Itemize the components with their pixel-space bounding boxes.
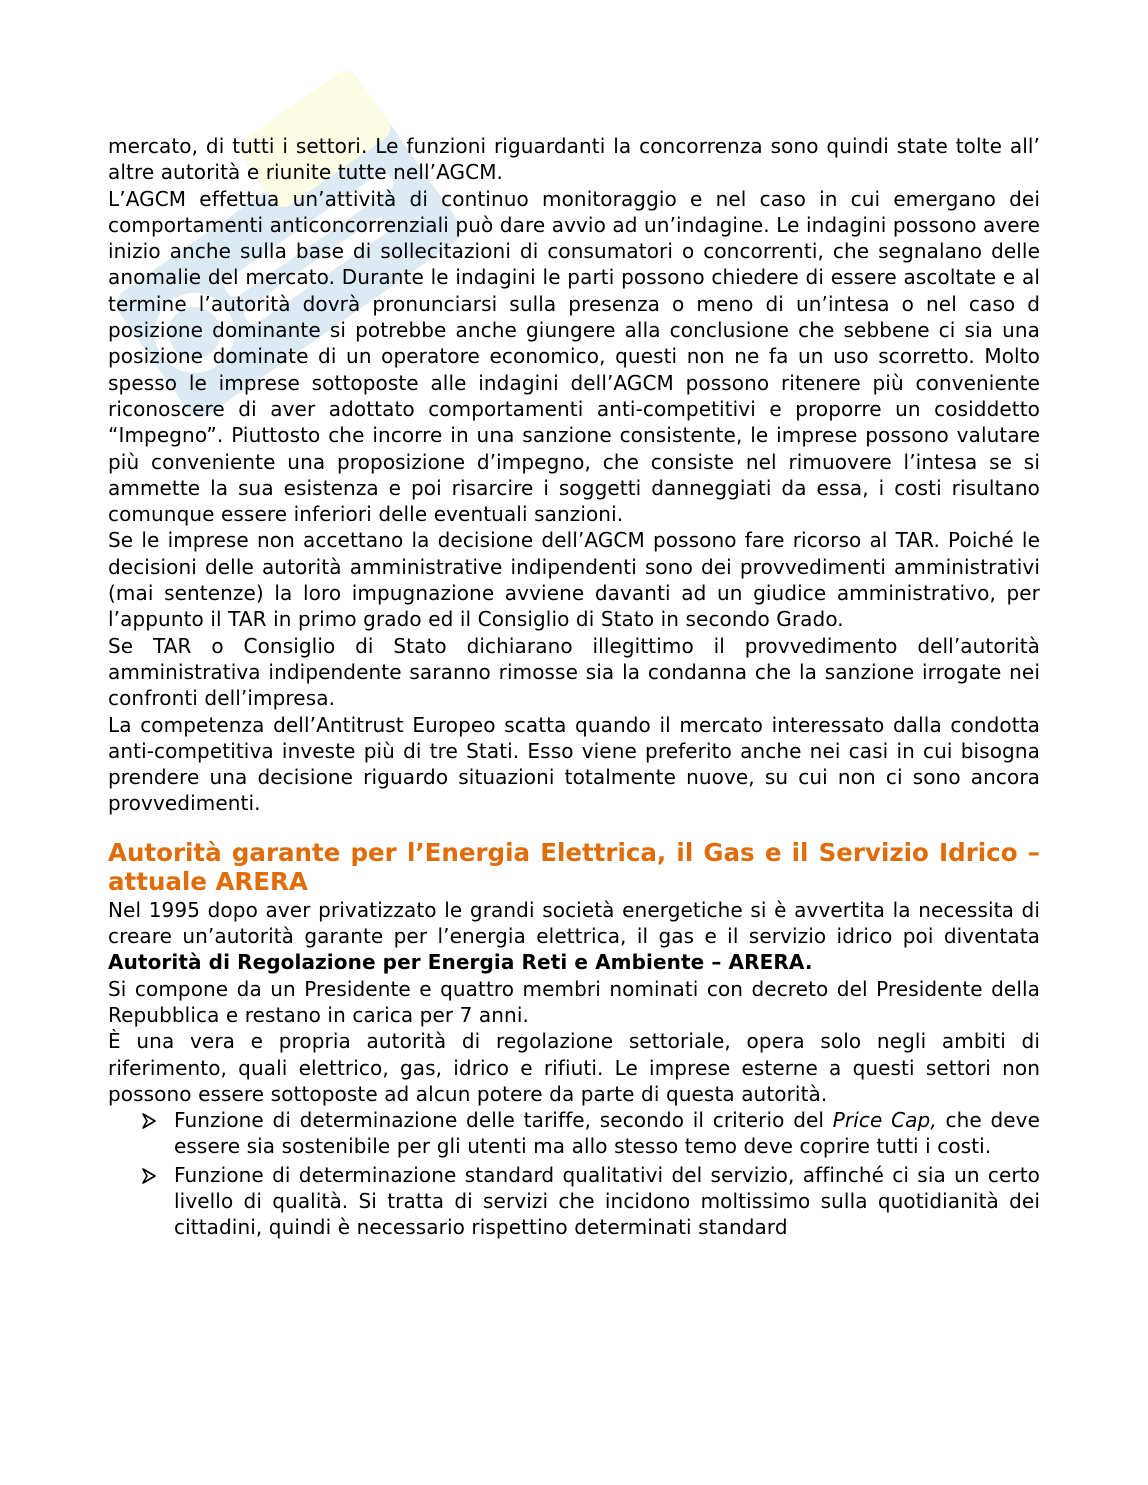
document-page [108, 133, 1040, 1241]
section-heading: Autorità garante per l’Energia Elettrica, il Gas e il Servizio Idrico – attuale ARERA [108, 837, 1040, 897]
intro-bold-text: Autorità di Regolazione per Energia Reti e Ambiente – ARERA. [108, 950, 813, 975]
bullet-list [108, 1107, 1040, 1240]
bullet-text: Funzione di determinazione standard qualitativi del servizio, affinché ci sia un certo livello di qualità. Si tratta di servizi che incidono moltissimo sulla quotidianità dei cittadini, quindi è necessario rispettino determinati standard [174, 1162, 1040, 1240]
section-intro [108, 897, 1040, 976]
paragraph: Se le imprese non accettano la decisione dell’AGCM possono fare ricorso al TAR. Poiché le decisioni delle autorità amministrative indipendenti sono dei provvedimenti amministrativi (mai sentenze) la loro impugnazione avviene davanti ad un giudice amministrativo, per l’appunto il TAR in primo grado ed il Consiglio di Stato in secondo Grado. [108, 528, 1040, 632]
intro-text: Nel 1995 dopo aver privatizzato le grandi società energetiche si è avvertita la necessita di creare un’autorità garante per l’energia elettrica, il gas e il servizio idrico poi diventata [108, 897, 1040, 949]
paragraph: Si compone da un Presidente e quattro membri nominati con decreto del Presidente della Repubblica e restano in carica per 7 anni. [108, 976, 1040, 1027]
paragraph: La competenza dell’Antitrust Europeo scatta quando il mercato interessato dalla condotta anti-competitiva investe più di tre Stati. Esso viene preferito anche nei casi in cui bisogna prendere una decisione riguardo situazioni totalmente nuove, su cui non ci sono ancora provvedimenti. [108, 712, 1040, 816]
bullet-text: Funzione di determinazione delle tariffe, secondo il criterio del [174, 1108, 833, 1133]
bullet-text: che deve essere sia sostenibile per gli utenti ma allo stesso temo deve coprire tutti i costi. [174, 1108, 1040, 1159]
paragraph: È una vera e propria autorità di regolazione settoriale, opera solo negli ambiti di riferimento, quali elettrico, gas, idrico e rifiuti. Le imprese esterne a questi settori non possono essere sottoposte ad alcun potere da parte di questa autorità. [108, 1029, 1040, 1106]
arrow-bullet-icon [141, 1113, 157, 1129]
paragraph: L’AGCM effettua un’attività di continuo monitoraggio e nel caso in cui emergano dei comportamenti anticoncorrenziali può dare avvio ad un’indagine. Le indagini possono avere inizio anche sulla base di sollecitazioni di consumatori o concorrenti, che segnalano delle anomalie del mercato. Durante le indagini le parti possono chiedere di essere ascoltate e al termine l’autorità dovrà pronunciarsi sulla presenza o meno di un’intesa o nel caso d posizione dominante si potrebbe anche giungere alla conclusione che sebbene ci sia una posizione dominate di un operatore economico, questi non ne fa un uso scorretto. Molto spesso le imprese sottoposte alle indagini dell’AGCM possono ritenere più conveniente riconoscere di aver adottato comportamenti anti-competitivi e proporre un cosiddetto “Impegno”. Piuttosto che incorre in una sanzione consistente, le imprese possono valutare più conveniente una proposizione d’impegno, che consiste nel rimuovere l’intesa se si ammette la sua esistenza e poi risarcire i soggetti danneggiati da essa, i costi risultano comunque essere inferiori delle eventuali sanzioni. [108, 186, 1040, 527]
list-item [174, 1107, 1040, 1160]
paragraph: Se TAR o Consiglio di Stato dichiarano illegittimo il provvedimento dell’autorità amministrativa indipendente saranno rimosse sia la condanna che la sanzione irrogate nei confronti dell’impresa. [108, 633, 1040, 711]
paragraph: mercato, di tutti i settori. Le funzioni riguardanti la concorrenza sono quindi state tolte all’ altre autorità e riunite tutte nell’AGCM. [108, 134, 1040, 185]
bullet-italic-text: Price Cap, [832, 1108, 937, 1133]
arrow-bullet-icon [141, 1168, 157, 1184]
list-item [174, 1162, 1040, 1241]
